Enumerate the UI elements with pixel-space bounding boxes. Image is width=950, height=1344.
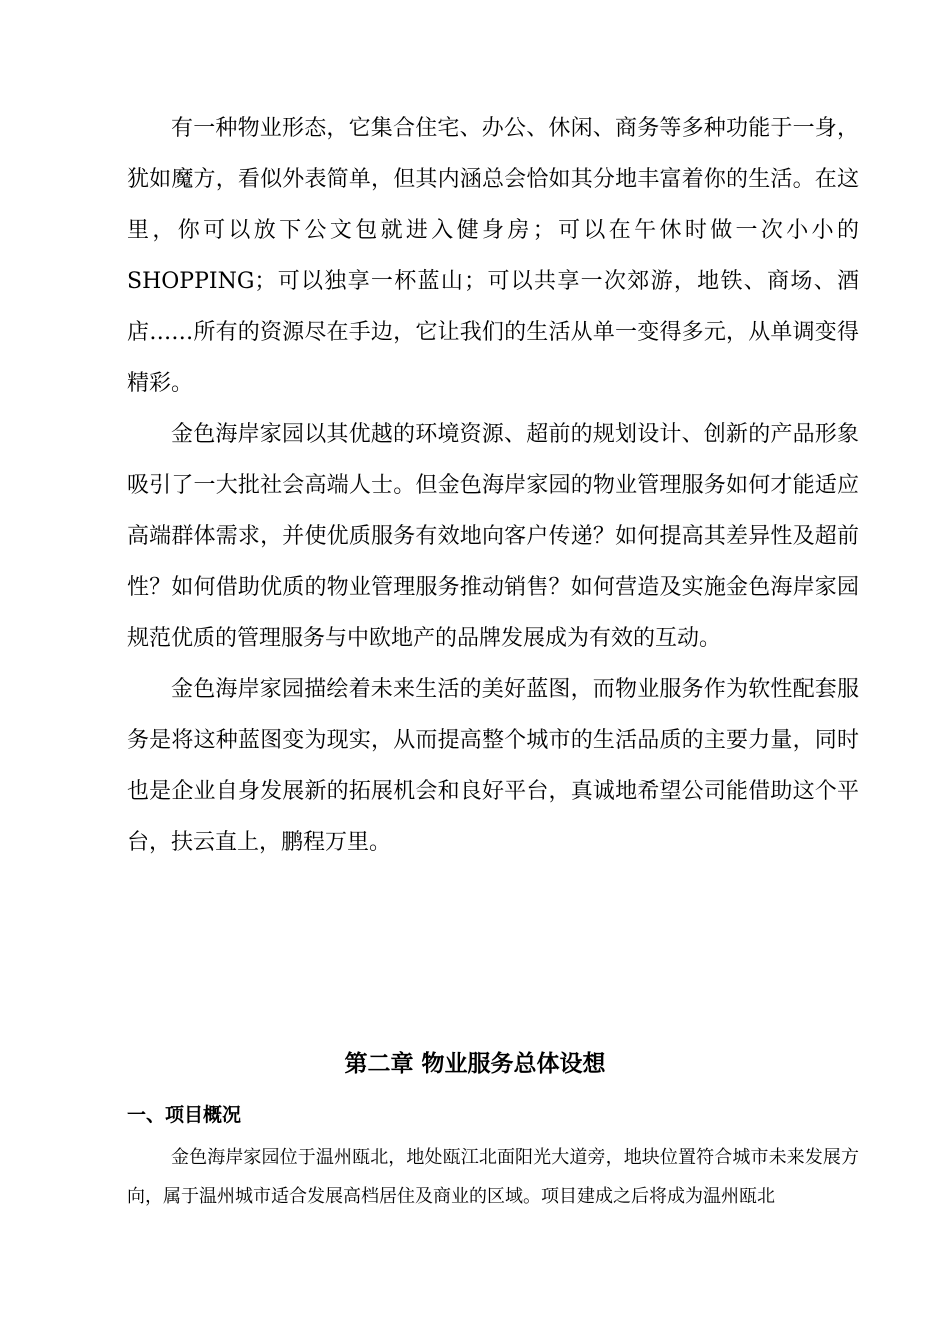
intro-paragraph-1: 有一种物业形态，它集合住宅、办公、休闲、商务等多种功能于一身，犹如魔方，看似外表简单，但其内涵总会恰如其分地丰富着你的生活。在这里，你可以放下公文包就进入健身房；可以在午休时做一次小小的SHOPPING；可以独享一杯蓝山；可以共享一次郊游，地铁、商场、酒店……所有的资源尽在手边，它让我们的生活从单一变得多元，从单调变得精彩。 [127,116,859,396]
intro-paragraph-2: 金色海岸家园以其优越的环境资源、超前的规划设计、创新的产品形象吸引了一大批社会高端人士。但金色海岸家园的物业管理服务如何才能适应高端群体需求，并使优质服务有效地向客户传递？如何提高其差异性及超前性？如何借助优质的物业管理服务推动销售？如何营造及实施金色海岸家园规范优质的管理服务与中欧地产的品牌发展成为有效的互动。 [127,422,859,651]
chapter-title: 第二章 物业服务总体设想 [344,1050,606,1077]
section-heading: 一、项目概况 [127,1104,242,1126]
section-body-paragraph: 金色海岸家园位于温州瓯北，地处瓯江北面阳光大道旁，地块位置符合城市未来发展方向，属于温州城市适合发展高档居住及商业的区域。项目建成之后将成为温州瓯北 [127,1147,859,1207]
intro-paragraph-3: 金色海岸家园描绘着未来生活的美好蓝图，而物业服务作为软性配套服务是将这种蓝图变为现实，从而提高整个城市的生活品质的主要力量，同时也是企业自身发展新的拓展机会和良好平台，真诚地希望公司能借助这个平台，扶云直上，鹏程万里。 [127,677,859,855]
